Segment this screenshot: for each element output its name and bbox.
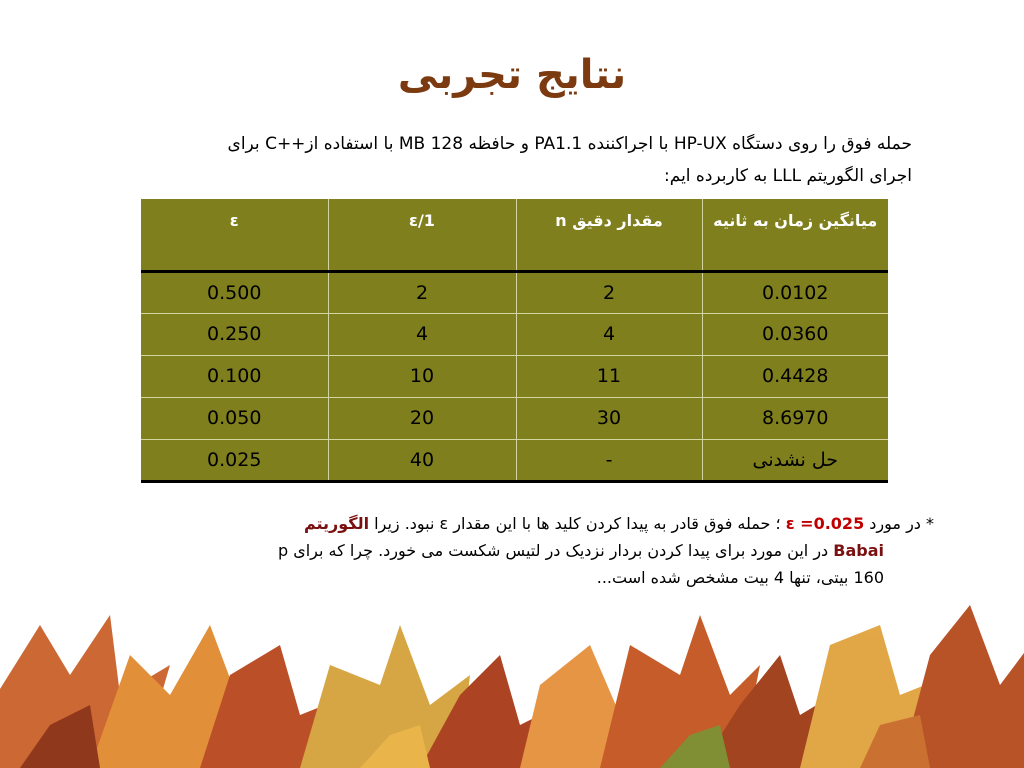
cell-exact-n: 11: [516, 355, 702, 397]
table-row: [141, 397, 888, 439]
cell-avg-time: 0.0102: [702, 271, 888, 313]
footnote-algo-word: الگوریتم: [303, 514, 370, 533]
cell-inverse-eps: 4: [328, 313, 516, 355]
page-title: نتایج تجربی: [397, 52, 627, 98]
cell-exact-n: 2: [516, 271, 702, 313]
footnote-line-2: [114, 537, 934, 564]
cell-inverse-eps: 10: [328, 355, 516, 397]
table-header-row: [141, 199, 888, 271]
cell-exact-n: 30: [516, 397, 702, 439]
footnote: [114, 510, 934, 591]
footnote-part1: ؛ حمله فوق قادر به پیدا کردن کلید ها با این مقدار ε نبود. زیرا: [369, 514, 786, 533]
cell-inverse-eps: 40: [328, 439, 516, 481]
footnote-part2: در این مورد برای پیدا کردن بردار نزدیک در لتیس شکست می خورد. چرا که برای p: [277, 541, 834, 560]
footnote-babai: Babai: [833, 541, 884, 560]
header-eps: ε: [141, 199, 328, 271]
table-row: [141, 439, 888, 481]
footnote-star: * در مورد: [864, 514, 934, 533]
cell-eps: 0.500: [141, 271, 328, 313]
intro-paragraph: [102, 128, 912, 192]
autumn-leaves-decoration: [0, 585, 1024, 768]
header-exact-n: مقدار دقیق n: [516, 199, 702, 271]
intro-line-1: حمله فوق را روی دستگاه HP-UX با اجراکننده PA1.1 و حافظه 128 MB با استفاده از++C برای: [227, 134, 912, 154]
cell-exact-n: 4: [516, 313, 702, 355]
intro-line-2: اجرای الگوریتم LLL به کاربرده ایم:: [664, 166, 912, 186]
table-row: [141, 355, 888, 397]
cell-avg-time: حل نشدنی: [702, 439, 888, 481]
cell-inverse-eps: 2: [328, 271, 516, 313]
cell-exact-n: -: [516, 439, 702, 481]
cell-eps: 0.050: [141, 397, 328, 439]
cell-avg-time: 0.4428: [702, 355, 888, 397]
results-table: [141, 199, 888, 483]
footnote-eps-value: ε =0.025: [785, 514, 865, 533]
cell-eps: 0.100: [141, 355, 328, 397]
cell-avg-time: 0.0360: [702, 313, 888, 355]
cell-eps: 0.250: [141, 313, 328, 355]
header-inverse-eps: 1/ε: [328, 199, 516, 271]
cell-inverse-eps: 20: [328, 397, 516, 439]
cell-eps: 0.025: [141, 439, 328, 481]
table-row: [141, 313, 888, 355]
table-row: [141, 271, 888, 313]
leaf-icon: [0, 605, 1024, 768]
cell-avg-time: 8.6970: [702, 397, 888, 439]
header-avg-time: میانگین زمان به ثانیه: [702, 199, 888, 271]
footnote-line-3: 160 بیتی، تنها 4 بیت مشخص شده است...: [596, 568, 884, 587]
